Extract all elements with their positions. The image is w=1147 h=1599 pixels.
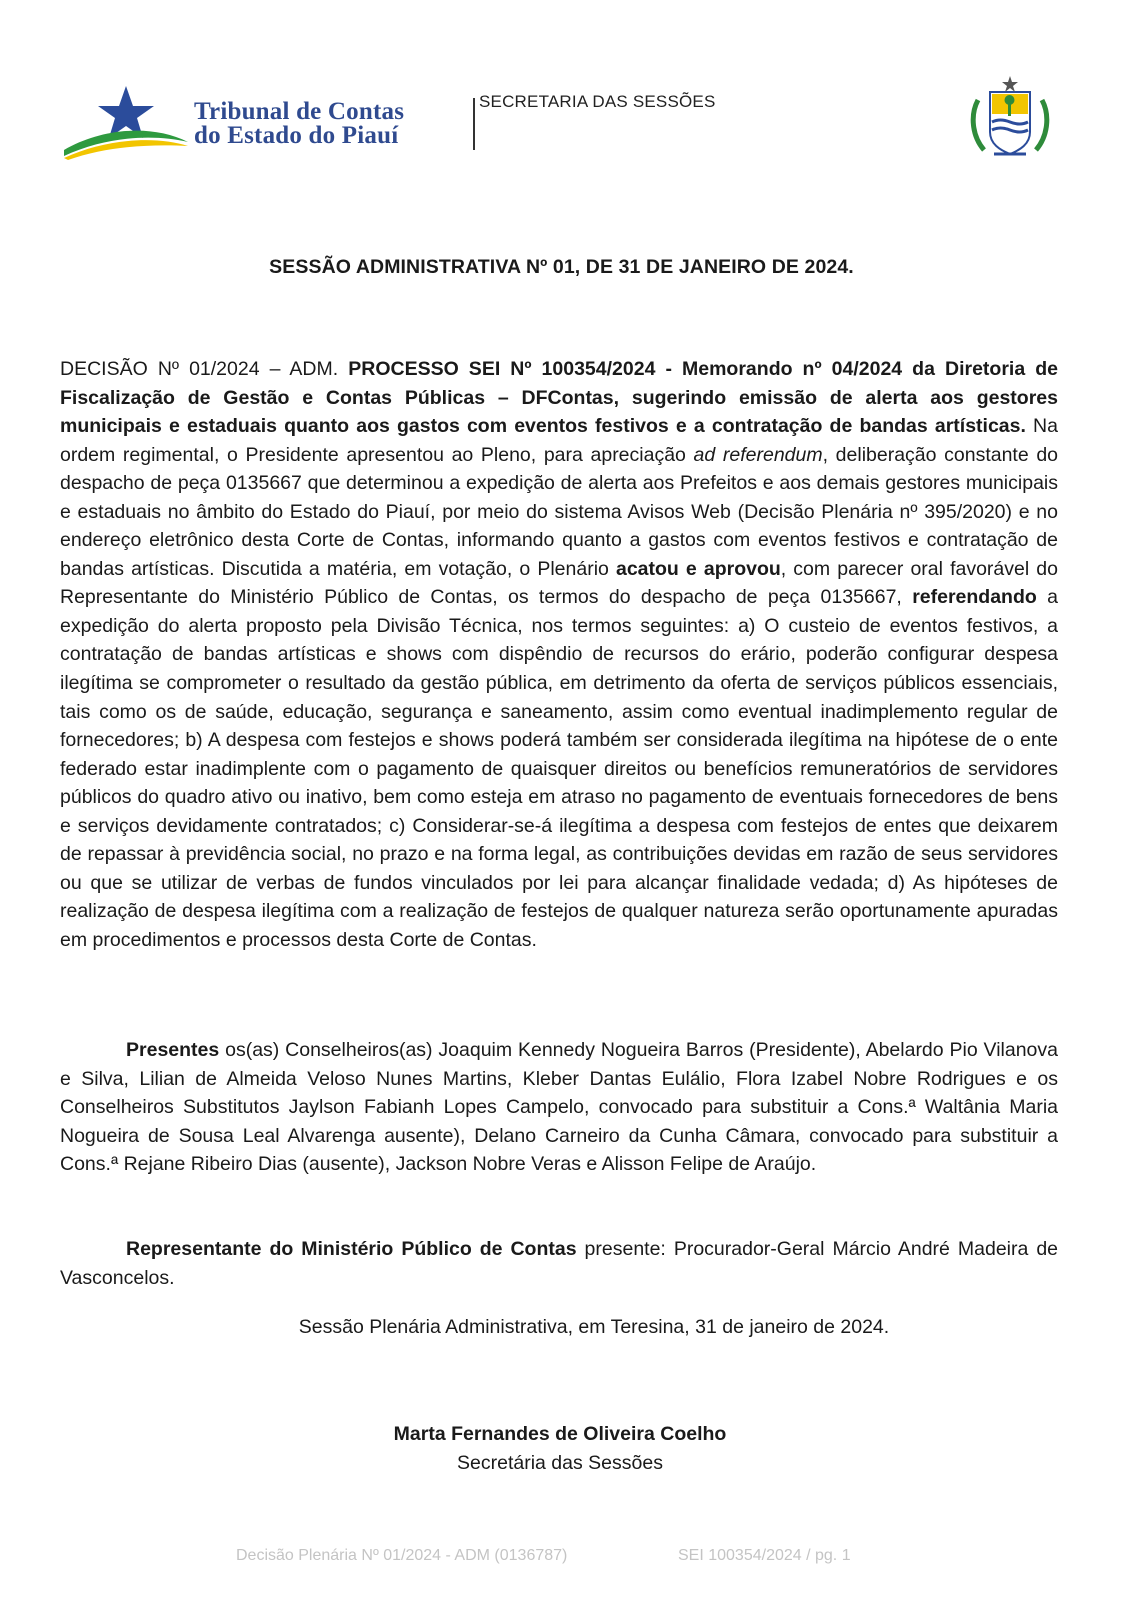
attendees-text: os(as) Conselheiros(as) Joaquim Kennedy Nogueira Barros (Presidente), Abelardo Pio Vilanova e Silva, Lilian de Almeida Veloso Nunes Martins, Kleber Dantas Eulálio, Flora Izabel Nobre Rodrigues e os Conselheiros Substitutos Jaylson Fabianh Lopes Campelo, convocado para substituir a Cons.ª Waltânia Maria Nogueira de Sousa Leal Alvarenga ausente), Delano Carneiro da Cunha Câmara, convocado para substituir a Cons.ª Rejane Ribeiro Dias (ausente), Jackson Nobre Veras e Alisson Felipe de Araújo. xyxy=(60,1039,1058,1176)
page-header xyxy=(0,0,1147,200)
decision-text-c: , com parecer oral favorável do Representante do Ministério Público de Contas, os termos do despacho de peça 0135667, xyxy=(60,557,1058,609)
process-subject: PROCESSO SEI Nº 100354/2024 - Memorando nº 04/2024 da Diretoria de Fiscalização de Gestão e Contas Públicas – DFContas, sugerindo emissão de alerta aos gestores municipais e estaduais quanto aos gastos com eventos festivos e a contratação de bandas artísticas. xyxy=(60,358,1058,438)
closing-line: Sessão Plenária Administrativa, em Teresina, 31 de janeiro de 2024. xyxy=(298,1316,890,1338)
decision-lead: DECISÃO Nº 01/2024 – ADM. xyxy=(60,358,349,380)
footer-decision-ref: Decisão Plenária Nº 01/2024 - ADM (0136787) xyxy=(236,1547,568,1564)
attendees-label: Presentes xyxy=(126,1039,220,1061)
attendees-paragraph xyxy=(60,1036,1058,1179)
decision-text-d: a expedição do alerta proposto pela Divisão Técnica, nos termos seguintes: a) O custeio de eventos festivos, a contratação de bandas artísticas e shows com dispêndio de recursos do erário, poderão configurar despesa ilegítima se comprometer o resultado da gestão pública, em detrimento da oferta de serviços públicos essenciais, tais como os de saúde, educação, segurança e saneamento, assim como eventual inadimplemento regular de fornecedores; b) A despesa com festejos e shows poderá também ser considerada ilegítima na hipótese de o ente federado estar inadimplente com o pagamento de quaisquer direitos ou benefícios remuneratórios de servidores públicos do quadro ativo ou inativo, bem como esteja em atraso no pagamento de eventuais fornecedores de bens e serviços devidamente contratados; c) Considerar-se-á ilegítima a despesa com festejos de entes que deixarem de repassar à previdência social, no prazo e na forma legal, as contribuições devidas em razão de seus servidores ou que se utilizar de verbas de fundos vinculados por lei para alcançar finalidade vedada; d) As hipóteses de realização de despesa ilegítima com a realização de festejos de qualquer natureza serão oportunamente apuradas em procedimentos e processos desta Corte de Contas. xyxy=(60,586,1058,951)
signature-role: Secretária das Sessões xyxy=(457,1452,663,1474)
header-divider xyxy=(473,98,475,150)
prosecutor-text: presente: Procurador-Geral Márcio André Madeira de Vasconcelos. xyxy=(60,1238,1059,1289)
session-title: SESSÃO ADMINISTRATIVA Nº 01, DE 31 DE JANEIRO DE 2024. xyxy=(269,256,854,278)
decision-paragraph xyxy=(60,355,1058,954)
ad-referendum: ad referendum xyxy=(693,443,823,466)
signature-name: Marta Fernandes de Oliveira Coelho xyxy=(393,1423,727,1445)
prosecutor-paragraph xyxy=(60,1235,1058,1292)
footer-page-ref: SEI 100354/2024 / pg. 1 xyxy=(678,1547,851,1564)
tce-logo-text xyxy=(194,100,404,148)
decision-text-b: , deliberação constante do despacho de peça 0135667 que determinou a expedição de alerta aos Prefeitos e aos demais gestores municipais e estaduais no âmbito do Estado do Piauí, por meio do sistema Avisos Web (Decisão Plenária nº 395/2020) e no endereço eletrônico desta Corte de Contas, informando quanto a gastos com eventos festivos e contratação de bandas artísticas. Discutida a matéria, em votação, o Plenário xyxy=(60,443,1059,580)
decision-text-a: Na ordem regimental, o Presidente apresentou ao Pleno, para apreciação xyxy=(60,415,1058,466)
logo-line-1: Tribunal de Contas xyxy=(194,98,405,125)
department-label: SECRETARIA DAS SESSÕES xyxy=(479,92,716,111)
referendando-term: referendando xyxy=(912,586,1037,609)
approved-term: acatou e aprovou xyxy=(615,557,781,580)
logo-line-2: do Estado do Piauí xyxy=(194,122,399,149)
prosecutor-label: Representante do Ministério Público de Contas xyxy=(126,1238,577,1260)
piaui-coat-of-arms-icon xyxy=(968,70,1052,158)
